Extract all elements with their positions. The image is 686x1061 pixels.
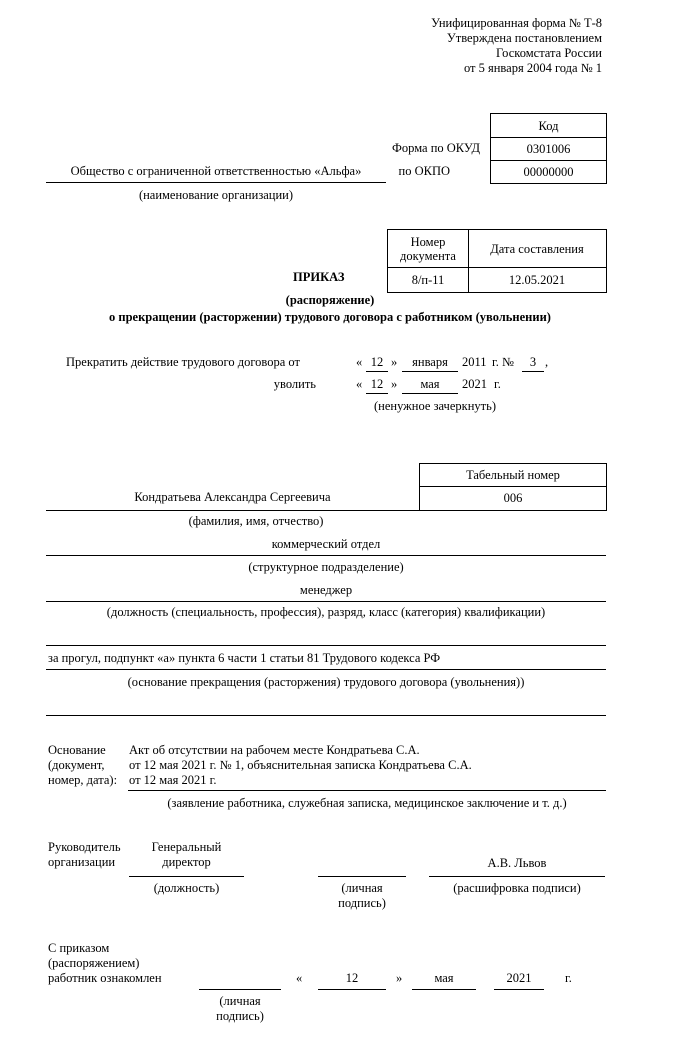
okpo-label: по ОКПО [398,164,450,178]
grounds-line [46,669,606,670]
org-caption: (наименование организации) [138,188,294,202]
ack-g: г. [565,971,572,985]
comma: , [545,355,549,369]
contract-day: 12 [370,355,384,369]
head-position-line [129,876,244,877]
employee-name-caption: (фамилия, имя, отчество) [188,514,324,528]
ack-day: 12 [345,971,359,985]
basis-line [128,790,606,791]
ack-label3: работник ознакомлен [48,971,162,985]
basis-label1: Основание [48,743,106,757]
form-header-line2: Утверждена постановлением [446,31,602,45]
okud-label: Форма по ОКУД [392,141,480,155]
basis-text3: от 12 мая 2021 г. [129,773,217,787]
ack-sign-caption2: подпись) [216,1009,264,1023]
dismiss-label: уволить [273,377,316,391]
basis-text1: Акт об отсутствии на рабочем месте Кондратьева С.А. [129,743,420,757]
terminate-label: Прекратить действие трудового договора от [66,355,300,369]
head-sign-caption1: (личная [341,881,383,895]
basis-label2: (документ, [48,758,105,772]
grounds-caption: (основание прекращения (расторжения) трудового договора (увольнения)) [127,675,525,689]
form-header-line3: Госкомстата России [496,46,602,60]
ack-sign-caption1: (личная [219,994,261,1008]
head-signature-name: А.В. Львов [487,856,547,870]
head-sign-caption2: подпись) [338,896,386,910]
employee-name: Кондратьева Александра Сергеевича [134,490,331,504]
tab-number-table [419,463,607,511]
ack-label1: С приказом [48,941,110,955]
quote-open: « [356,377,363,391]
contract-number: 3 [529,355,537,369]
ack-month-line [412,989,476,990]
quote-open: « [356,355,363,369]
ack-year: 2021 [506,971,532,985]
tab-number-header: Табельный номер [466,468,560,482]
contract-number-line [522,371,544,372]
basis-caption: (заявление работника, служебная записка, медицинское заключение и т. д.) [167,796,567,810]
head-label2: организации [48,855,116,869]
position-line [46,601,606,602]
ack-signature-line [199,989,281,990]
doc-date: 12.05.2021 [508,272,566,287]
head-signature-line [318,876,406,877]
doc-table [387,229,607,293]
ack-month: мая [434,971,454,985]
okud-value: 0301006 [526,141,571,156]
form-header-line1: Унифицированная форма № Т-8 [431,16,602,30]
head-position-line1: Генеральный [151,840,222,854]
ack-day-line [318,989,386,990]
dismiss-month-line [402,393,458,394]
head-position-caption: (должность) [153,881,220,895]
employee-name-line [46,510,419,511]
doc-subtitle2: о прекращении (расторжении) трудового договора с работником (увольнении) [109,310,551,324]
strike-note: (ненужное зачеркнуть) [374,399,496,413]
doc-number-header: Номер документа [400,234,456,263]
code-header: Код [538,118,559,133]
quote-close: » [391,377,398,391]
quote-close: » [396,971,403,985]
department-caption: (структурное подразделение) [248,560,404,574]
blank-line-1 [46,645,606,646]
doc-date-header: Дата составления [490,241,584,256]
form-header-line4: от 5 января 2004 года № 1 [463,61,602,75]
dismiss-day: 12 [370,377,384,391]
grounds-text: за прогул, подпункт «а» пункта 6 части 1 статьи 81 Трудового кодекса РФ [48,651,441,665]
doc-title: ПРИКАЗ [293,270,345,284]
contract-month-line [402,371,458,372]
okpo-value: 00000000 [523,164,574,179]
contract-month: января [412,355,448,369]
quote-close: » [391,355,398,369]
code-table [490,113,607,184]
dismiss-year: 2021 [462,377,487,391]
head-decode-caption: (расшифровка подписи) [453,881,581,895]
blank-line-2 [46,715,606,716]
org-name: Общество с ограниченной ответственностью «Альфа» [70,164,362,178]
head-label1: Руководитель [48,840,121,854]
ack-year-line [494,989,544,990]
position-caption: (должность (специальность, профессия), разряд, класс (категория) квалификации) [106,605,546,619]
org-name-line [46,182,386,183]
dismiss-month: мая [420,377,440,391]
dismiss-g: г. [494,377,501,391]
quote-open: « [296,971,303,985]
ack-label2: (распоряжением) [48,956,140,970]
tab-number: 006 [503,491,523,505]
head-position-line2: директор [162,855,211,869]
contract-g-no: г. № [492,355,514,369]
employee-position: менеджер [299,583,353,597]
employee-department: коммерческий отдел [271,537,381,551]
doc-number: 8/п-11 [411,272,445,287]
doc-subtitle1: (распоряжение) [285,293,375,307]
head-decode-line [429,876,605,877]
dismiss-day-line [366,393,388,394]
contract-year: 2011 [462,355,487,369]
department-line [46,555,606,556]
basis-label3: номер, дата): [48,773,118,787]
contract-day-line [366,371,388,372]
basis-text2: от 12 мая 2021 г. № 1, объяснительная записка Кондратьева С.А. [129,758,472,772]
